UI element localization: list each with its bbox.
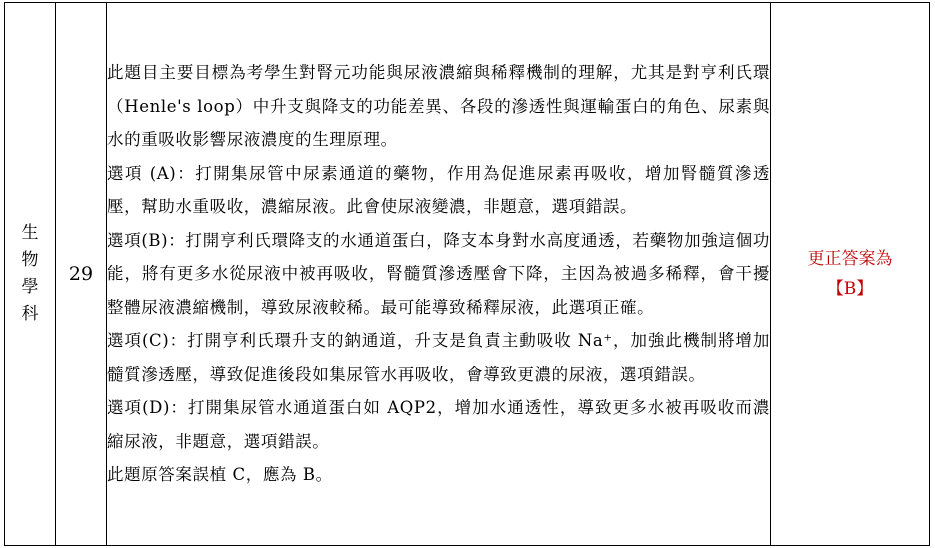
correction-answer: 【B】 — [826, 279, 874, 299]
question-number: 29 — [68, 263, 94, 285]
subject-cell — [5, 3, 56, 546]
correction-label: 更正答案為 — [807, 249, 893, 269]
explanation-option-b: 選項(B)：打開亨利氏環降支的水通道蛋白，降支本身對水高度通透，若藥物加強這個功能，將有更多水從尿液中被再吸收，腎髓質滲透壓會下降，主因為被過多稀釋，會干擾整體尿液濃縮機制，導致尿液較稀。最可能導致稀釋尿液，此選項正確。 — [107, 230, 770, 317]
explanation-intro: 此題目主要目標為考學生對腎元功能與尿液濃縮與稀釋機制的理解，尤其是對亨利氏環（Henle's loop）中升支與降支的功能差異、各段的滲透性與運輸蛋白的角色、尿素與水的重吸收影響尿液濃度的生理原理。 — [107, 63, 770, 150]
explanation-option-a: 選項 (A)：打開集尿管中尿素通道的藥物，作用為促進尿素再吸收，增加腎髓質滲透壓，幫助水重吸收，濃縮尿液。此會使尿液變濃，非題意，選項錯誤。 — [107, 163, 770, 217]
explanation-option-d: 選項(D)：打開集尿管水通道蛋白如 AQP2，增加水通透性，導致更多水被再吸收而濃縮尿液，非題意，選項錯誤。 — [107, 398, 770, 451]
correction-cell — [771, 3, 930, 546]
table-row — [5, 3, 930, 546]
subject-label: 生物學科 — [21, 223, 39, 324]
question-number-cell — [56, 3, 107, 546]
answer-correction-table — [4, 2, 930, 546]
explanation-conclusion: 此題原答案誤植 C，應為 B。 — [107, 465, 333, 485]
explanation-cell — [107, 3, 771, 546]
explanation-option-c: 選項(C)：打開亨利氏環升支的鈉通道，升支是負責主動吸收 Na⁺，加強此機制將增加髓質滲透壓，導致促進後段如集尿管水再吸收，會導致更濃的尿液，選項錯誤。 — [107, 331, 770, 384]
